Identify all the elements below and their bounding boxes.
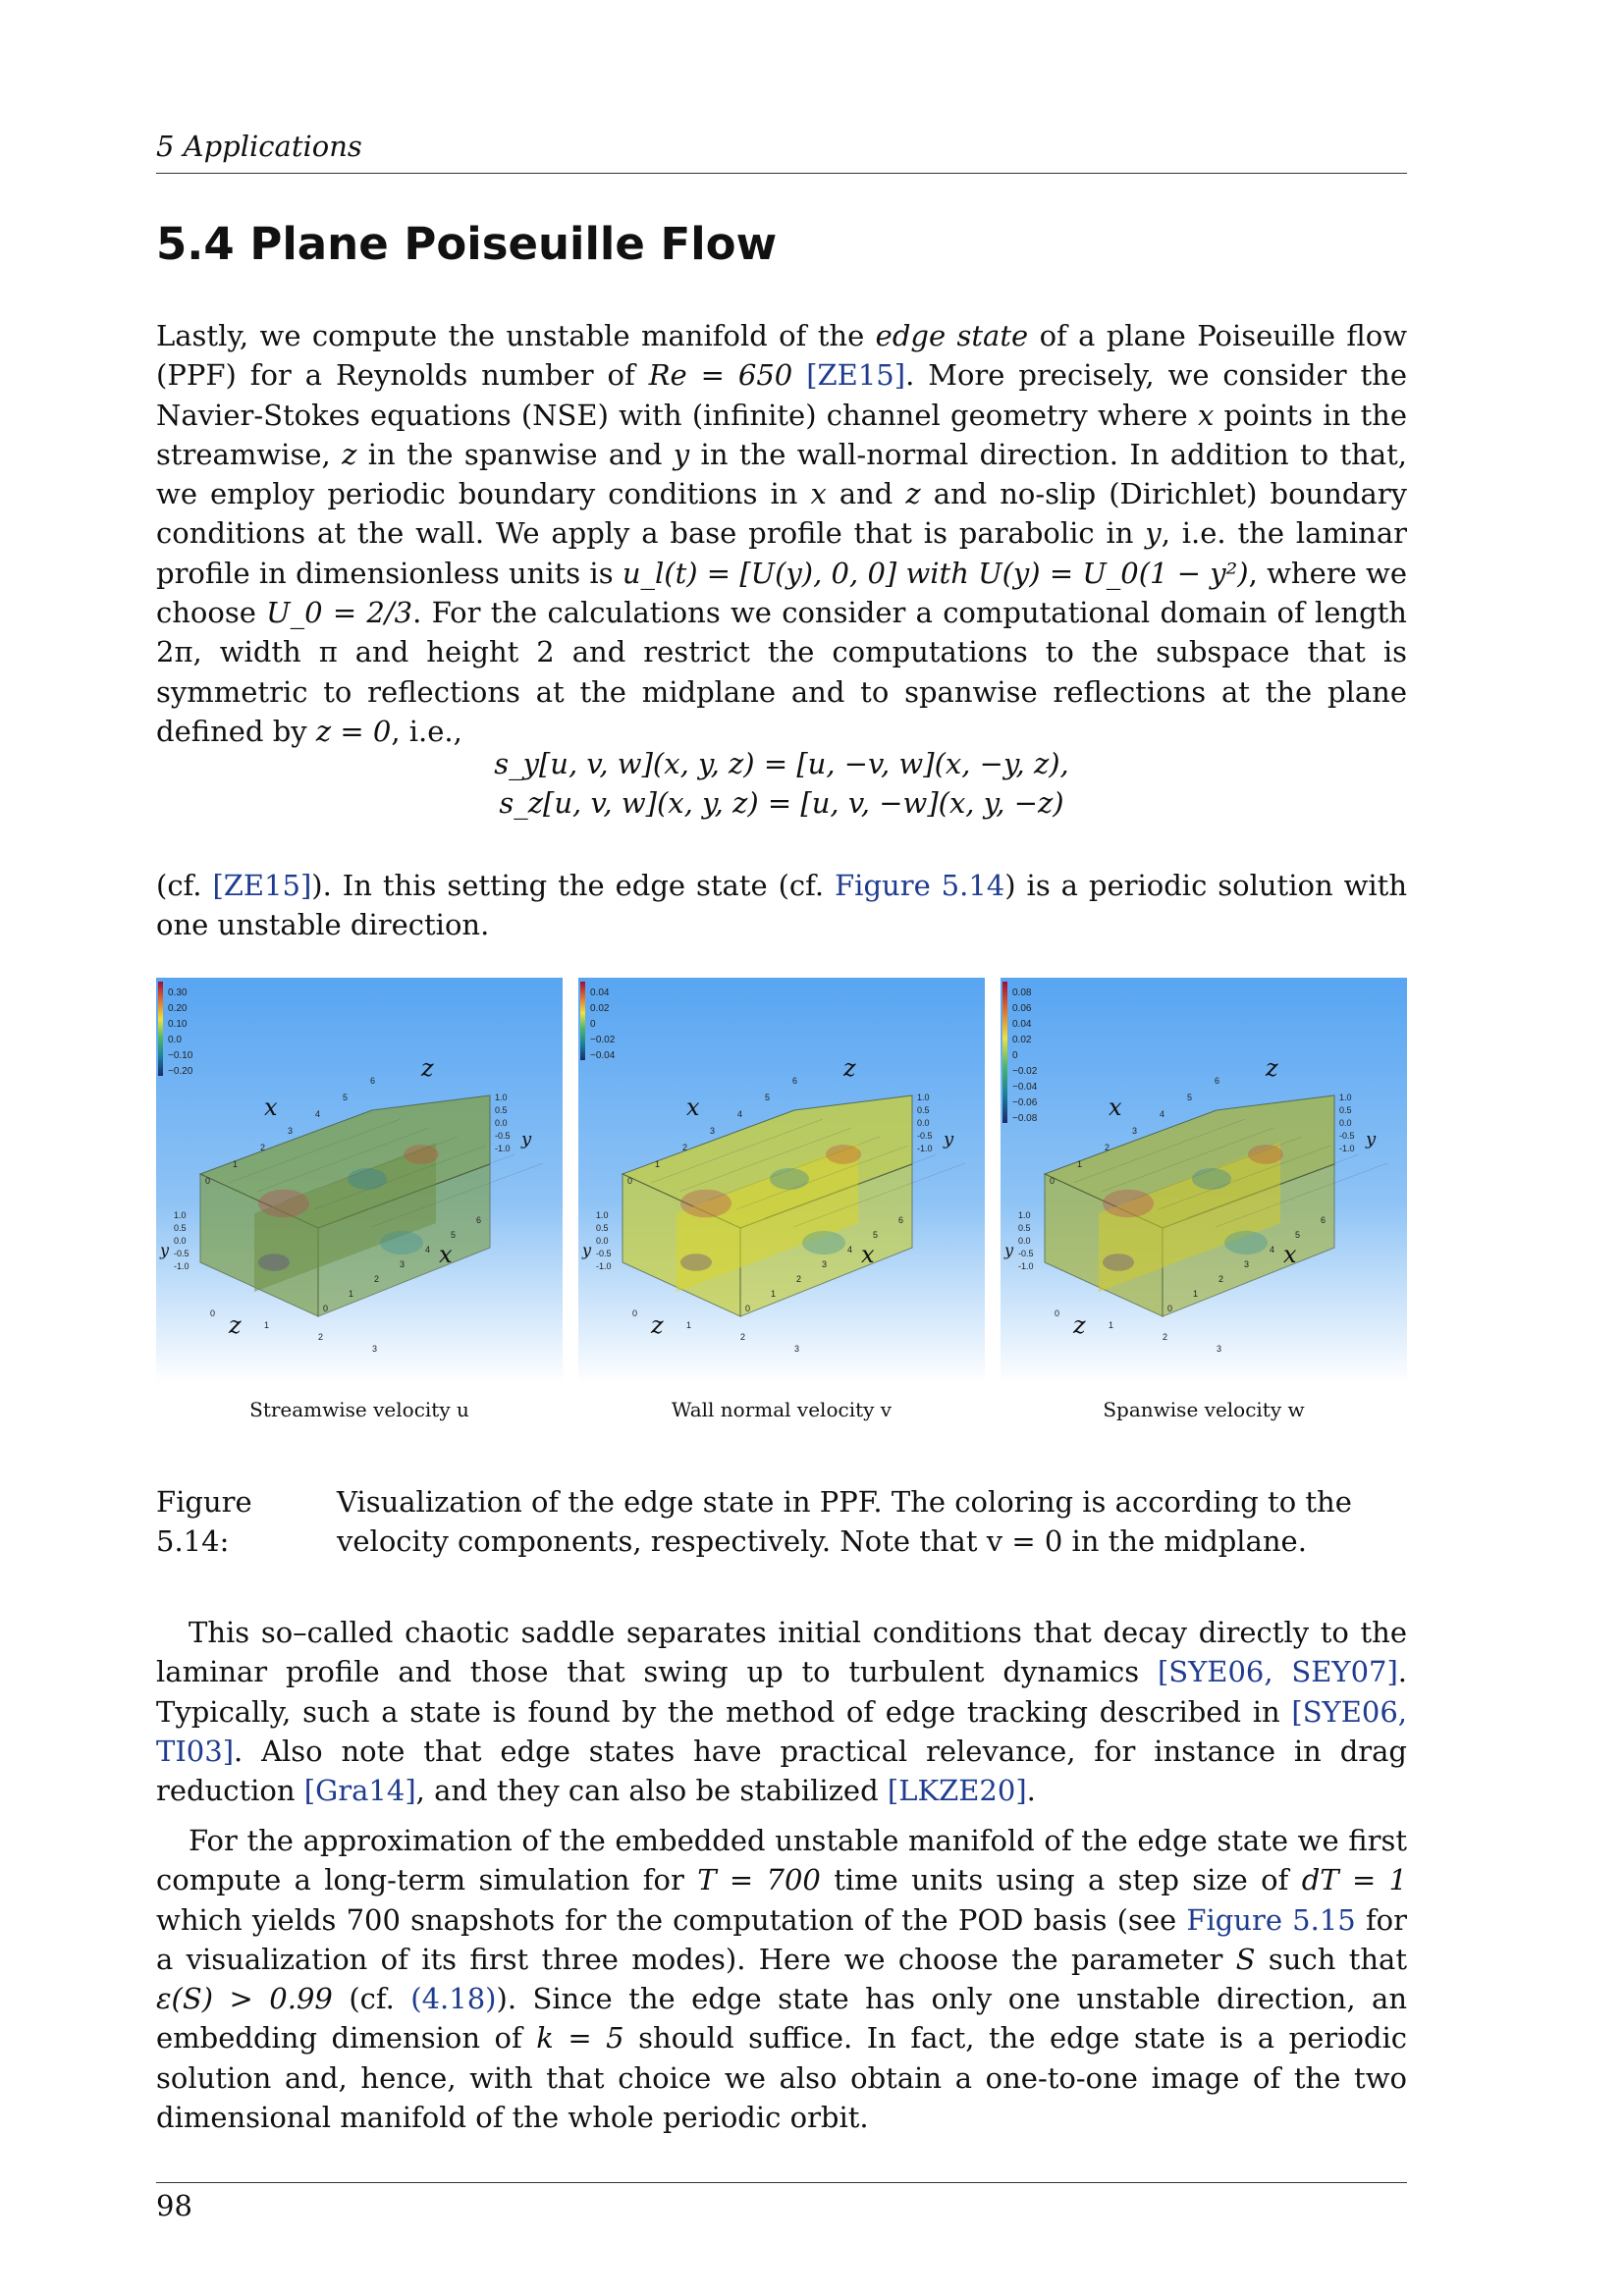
figure-link[interactable]: Figure 5.15 xyxy=(1186,1902,1356,1937)
x-tick: 2 xyxy=(682,1143,688,1152)
panel-caption-u: Streamwise velocity u xyxy=(249,1398,469,1421)
axis-label-x: x xyxy=(1109,1094,1122,1121)
colorbar-tick: 0.0 xyxy=(168,1035,182,1045)
x-tick-front: 1 xyxy=(771,1289,777,1299)
y-tick-left: 0.5 xyxy=(596,1223,609,1233)
x-tick: 4 xyxy=(1160,1109,1165,1119)
axis-label-y: y xyxy=(521,1129,532,1149)
axis-label-z-bottom: z xyxy=(229,1311,242,1339)
colorbar xyxy=(580,982,585,1060)
x-tick: 5 xyxy=(765,1093,771,1102)
flow-structure xyxy=(348,1168,387,1190)
z-tick: 1 xyxy=(1109,1320,1114,1330)
chaotic-saddle-paragraph: This so–called chaotic saddle separates initial conditions that decay directly to the laminar profile and those that swing up to turbulent dynamics [SYE06, SEY07]. Typically, such a state is found by the method of edge tracking described in [SYE06, TI03]. Also note that edge states have practical relevance, for instance in drag reduction [Gra14], and they can also be stabilized [LKZE20]. xyxy=(156,1616,1408,1808)
flow-structure xyxy=(404,1145,439,1164)
flow-structure xyxy=(1224,1231,1268,1255)
colorbar-tick: −0.20 xyxy=(168,1066,193,1077)
panel-caption-w: Spanwise velocity w xyxy=(1103,1398,1305,1421)
x-tick-front: 6 xyxy=(898,1215,904,1225)
y-tick-left: 0.5 xyxy=(1018,1223,1031,1233)
x-tick: 6 xyxy=(792,1076,798,1086)
y-tick: 0.5 xyxy=(917,1105,930,1115)
y-tick: 0.5 xyxy=(1339,1105,1352,1115)
wall-normal-box-plot xyxy=(578,978,985,1384)
x-tick-front: 6 xyxy=(1321,1215,1326,1225)
wall-normal-velocity-panel xyxy=(578,978,985,1384)
caption-line-2: velocity components, respectively. Note that v = 0 in the midplane. xyxy=(337,1524,1307,1558)
colorbar-tick: −0.06 xyxy=(1012,1097,1038,1108)
y-tick-left: 0.0 xyxy=(596,1236,609,1246)
x-tick: 5 xyxy=(343,1093,349,1102)
y-tick-left: -1.0 xyxy=(596,1261,612,1271)
axis-label-y-left: y xyxy=(1004,1241,1014,1259)
flow-structure xyxy=(826,1145,861,1164)
panel-caption-v: Wall normal velocity v xyxy=(671,1398,893,1421)
x-tick: 1 xyxy=(655,1159,661,1169)
flow-structure xyxy=(680,1254,712,1271)
y-tick-left: -0.5 xyxy=(174,1249,189,1258)
colorbar-tick: 0.20 xyxy=(168,1003,188,1014)
x-tick: 4 xyxy=(737,1109,743,1119)
colorbar-tick: −0.02 xyxy=(590,1035,616,1045)
x-tick: 6 xyxy=(1215,1076,1220,1086)
flow-structure xyxy=(258,1254,290,1271)
colorbar-tick: 0.08 xyxy=(1012,988,1032,998)
x-tick-front: 2 xyxy=(796,1274,802,1284)
x-tick-front: 4 xyxy=(847,1245,853,1255)
z-tick: 0 xyxy=(632,1308,638,1318)
figure-5-14 xyxy=(156,978,1407,1390)
colorbar xyxy=(158,982,163,1076)
z-tick: 0 xyxy=(1055,1308,1060,1318)
colorbar-tick: 0.04 xyxy=(1012,1019,1032,1030)
x-tick: 2 xyxy=(260,1143,266,1152)
y-tick-left: -0.5 xyxy=(596,1249,612,1258)
y-tick-left: 1.0 xyxy=(596,1210,609,1220)
intro-paragraph: Lastly, we compute the unstable manifold of the edge state of a plane Poiseuille flow (PPF) for a Reynolds number of Re = 650 [ZE15]. More precisely, we consider the Navier-Stokes equations (NSE) with (infinite) channel geometry where x points in the streamwise, z in the spanwise and y in the wall-normal direction. In addition to that, we employ periodic boundary conditions in x and z and no-slip (Dirichlet) boundary conditions at the wall. We apply a base profile that is parabolic in y, i.e. the laminar profile in dimensionless units is u_l(t) = [U(y), 0, 0] with U(y) = U_0(1 − y²), where we choose U_0 = 2/3. For the calculations we consider a computational domain of length 2π, width π and height 2 and restrict the computations to the subspace that is symmetric to reflections at the midplane and to spanwise reflections at the plane defined by z = 0, i.e., xyxy=(156,319,1408,748)
flow-structure xyxy=(680,1190,731,1218)
running-head: 5 Applications xyxy=(156,130,1407,174)
flow-structure xyxy=(258,1190,309,1218)
flow-structure xyxy=(1103,1190,1154,1218)
x-tick-front: 5 xyxy=(451,1230,457,1240)
colorbar-tick: 0 xyxy=(1012,1050,1018,1061)
y-tick: -1.0 xyxy=(917,1144,933,1153)
y-tick: 1.0 xyxy=(1339,1093,1352,1102)
flow-structure xyxy=(380,1231,423,1255)
footer-rule xyxy=(156,2182,1407,2183)
x-tick: 0 xyxy=(205,1176,211,1186)
x-tick: 1 xyxy=(233,1159,239,1169)
x-tick-front: 2 xyxy=(374,1274,380,1284)
colorbar-tick: 0.02 xyxy=(590,1003,610,1014)
flow-structure xyxy=(1103,1254,1134,1271)
axis-label-x-front: x xyxy=(1283,1241,1297,1268)
y-tick-left: 0.0 xyxy=(174,1236,187,1246)
colorbar xyxy=(1002,982,1007,1123)
y-tick: -0.5 xyxy=(495,1131,511,1141)
y-tick-left: 1.0 xyxy=(174,1210,187,1220)
y-tick-left: 0.0 xyxy=(1018,1236,1031,1246)
x-tick: 0 xyxy=(627,1176,633,1186)
citation-link[interactable]: [LKZE20] xyxy=(887,1774,1027,1808)
colorbar-tick: −0.02 xyxy=(1012,1066,1038,1077)
x-tick-front: 3 xyxy=(1244,1259,1250,1269)
x-tick-front: 3 xyxy=(400,1259,406,1269)
y-tick: 0.5 xyxy=(495,1105,508,1115)
y-tick: 1.0 xyxy=(917,1093,930,1102)
x-tick: 3 xyxy=(710,1126,716,1136)
spanwise-velocity-panel xyxy=(1001,978,1407,1384)
axis-label-z: z xyxy=(1266,1054,1278,1082)
flow-structure xyxy=(802,1231,845,1255)
y-tick: 0.0 xyxy=(917,1118,930,1128)
x-tick: 6 xyxy=(370,1076,376,1086)
y-tick-left: -1.0 xyxy=(1018,1261,1034,1271)
x-tick: 1 xyxy=(1077,1159,1083,1169)
streamwise-velocity-panel xyxy=(156,978,563,1384)
axis-label-x: x xyxy=(686,1094,700,1121)
flow-structure xyxy=(1248,1145,1283,1164)
x-tick: 5 xyxy=(1187,1093,1193,1102)
x-tick-front: 1 xyxy=(349,1289,354,1299)
figure-label: Figure 5.14: xyxy=(156,1485,252,1558)
axis-label-z: z xyxy=(843,1054,856,1082)
x-tick-front: 1 xyxy=(1193,1289,1199,1299)
figure-link[interactable]: Figure 5.14 xyxy=(835,869,1005,902)
after-equation-paragraph: (cf. [ZE15]). In this setting the edge state (cf. Figure 5.14) is a periodic solution with one unstable direction. xyxy=(156,869,1408,942)
x-tick: 2 xyxy=(1105,1143,1110,1152)
x-tick-front: 0 xyxy=(745,1304,751,1313)
y-tick-left: -0.5 xyxy=(1018,1249,1034,1258)
caption-line-1: Visualization of the edge state in PPF. The coloring is according to the xyxy=(337,1485,1352,1519)
y-tick: 0.0 xyxy=(495,1118,508,1128)
z-tick: 3 xyxy=(1217,1344,1222,1354)
z-tick: 2 xyxy=(740,1332,746,1342)
axis-label-x-front: x xyxy=(439,1241,453,1268)
z-tick: 2 xyxy=(318,1332,324,1342)
x-tick-front: 4 xyxy=(1270,1245,1275,1255)
x-tick: 3 xyxy=(1132,1126,1138,1136)
x-tick-front: 3 xyxy=(822,1259,828,1269)
axis-label-x-front: x xyxy=(861,1241,875,1268)
axis-label-z-bottom: z xyxy=(651,1311,664,1339)
symmetry-equations xyxy=(156,744,1407,823)
equation-sy: s_y[u, v, w](x, y, z) = [u, −v, w](x, −y, z), xyxy=(494,747,1069,780)
equation-link[interactable]: (4.18) xyxy=(410,1982,497,2016)
colorbar-tick: −0.04 xyxy=(590,1050,616,1061)
y-tick-left: -1.0 xyxy=(174,1261,189,1271)
z-tick: 3 xyxy=(794,1344,800,1354)
x-tick-front: 5 xyxy=(873,1230,879,1240)
y-tick: 0.0 xyxy=(1339,1118,1352,1128)
x-tick: 3 xyxy=(288,1126,294,1136)
y-tick: -0.5 xyxy=(1339,1131,1355,1141)
x-tick-front: 2 xyxy=(1218,1274,1224,1284)
y-tick: -0.5 xyxy=(917,1131,933,1141)
x-tick: 4 xyxy=(315,1109,321,1119)
citation-link[interactable]: [ZE15] xyxy=(212,869,312,902)
colorbar-tick: 0.10 xyxy=(168,1019,188,1030)
axis-label-z: z xyxy=(421,1054,434,1082)
axis-label-y: y xyxy=(944,1129,954,1149)
y-tick: 1.0 xyxy=(495,1093,508,1102)
x-tick-front: 6 xyxy=(476,1215,482,1225)
x-tick: 0 xyxy=(1050,1176,1056,1186)
citation-link[interactable]: [SYE06, TI03] xyxy=(156,1694,1407,1768)
equation-sz: s_z[u, v, w](x, y, z) = [u, v, −w](x, y, −z) xyxy=(499,786,1064,820)
colorbar-tick: −0.04 xyxy=(1012,1082,1038,1093)
x-tick-front: 0 xyxy=(1167,1304,1173,1313)
colorbar-tick: 0 xyxy=(590,1019,596,1030)
axis-label-x: x xyxy=(264,1094,278,1121)
y-tick-left: 0.5 xyxy=(174,1223,187,1233)
axis-label-z-bottom: z xyxy=(1073,1311,1086,1339)
citation-link[interactable]: [Gra14] xyxy=(303,1774,416,1808)
x-tick-front: 4 xyxy=(425,1245,431,1255)
section-title: 5.4 Plane Poiseuille Flow xyxy=(156,218,778,270)
axis-label-y: y xyxy=(1366,1129,1377,1149)
spanwise-box-plot xyxy=(1001,978,1407,1384)
axis-label-y-left: y xyxy=(582,1241,592,1259)
y-tick: -1.0 xyxy=(1339,1144,1355,1153)
colorbar-tick: 0.02 xyxy=(1012,1035,1032,1045)
flow-structure xyxy=(1192,1168,1231,1190)
z-tick: 3 xyxy=(372,1344,378,1354)
citation-link[interactable]: [SYE06, SEY07] xyxy=(1157,1655,1398,1689)
y-tick: -1.0 xyxy=(495,1144,511,1153)
page-number: 98 xyxy=(156,2189,192,2222)
colorbar-tick: 0.06 xyxy=(1012,1003,1032,1014)
streamwise-box-plot xyxy=(156,978,563,1384)
colorbar-tick: 0.04 xyxy=(590,988,610,998)
z-tick: 1 xyxy=(686,1320,692,1330)
x-tick-front: 5 xyxy=(1295,1230,1301,1240)
manifold-approximation-paragraph: For the approximation of the embedded unstable manifold of the edge state we first compute a long-term simulation for T = 700 time units using a step size of dT = 1 which yields 700 snapshots for the computation of the POD basis (see Figure 5.15 for a visualization of its first three modes). Here we choose the parameter S such that ε(S) > 0.99 (cf. (4.18)). Since the edge state has only one unstable direction, an embedding dimension of k = 5 should suffice. In fact, the edge state is a periodic solution and, hence, with that choice we also obtain a one-to-one image of the two dimensional manifold of the whole periodic orbit. xyxy=(156,1824,1408,2135)
y-tick-left: 1.0 xyxy=(1018,1210,1031,1220)
colorbar-tick: −0.08 xyxy=(1012,1113,1038,1124)
z-tick: 1 xyxy=(264,1320,270,1330)
flow-structure xyxy=(770,1168,809,1190)
z-tick: 2 xyxy=(1163,1332,1168,1342)
colorbar-tick: 0.30 xyxy=(168,988,188,998)
x-tick-front: 0 xyxy=(323,1304,329,1313)
colorbar-tick: −0.10 xyxy=(168,1050,193,1061)
citation-link[interactable]: [ZE15] xyxy=(806,358,906,393)
z-tick: 0 xyxy=(210,1308,216,1318)
axis-label-y-left: y xyxy=(160,1241,170,1259)
